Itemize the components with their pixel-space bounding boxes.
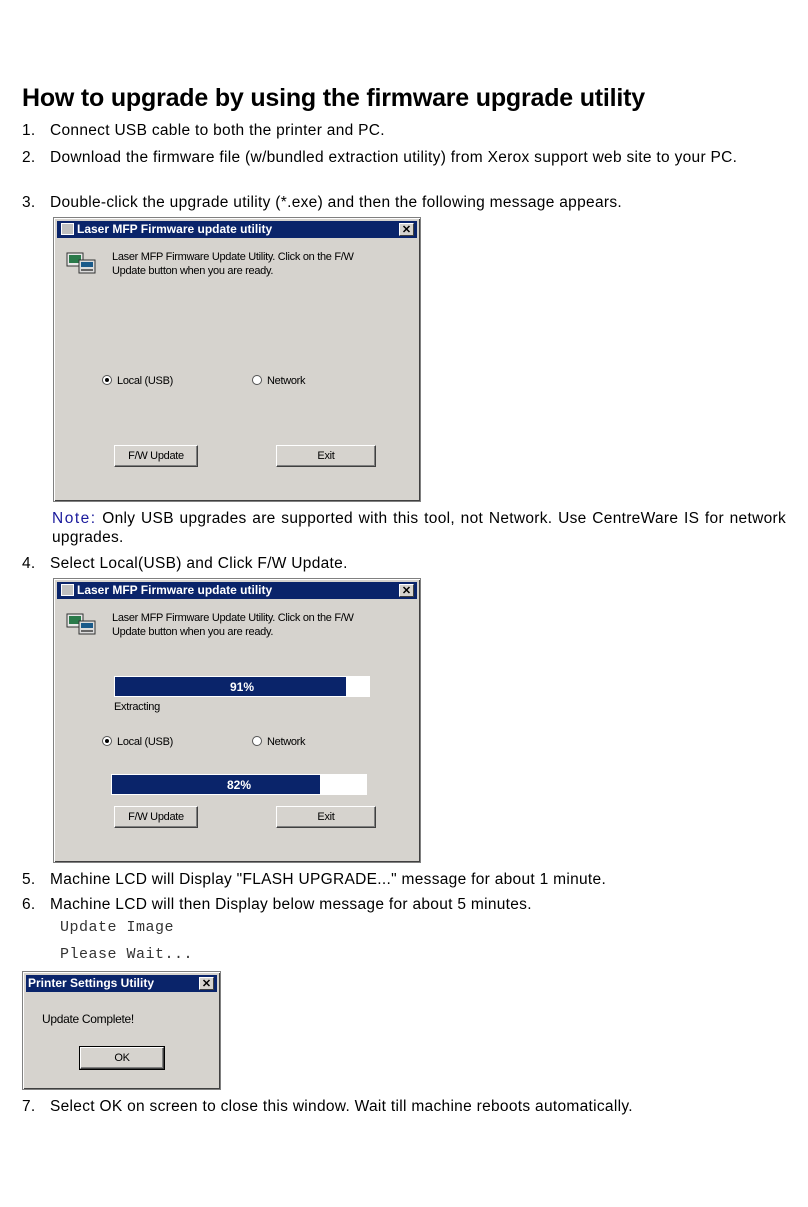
dialog-title: Printer Settings Utility [28, 976, 155, 990]
close-icon[interactable]: ✕ [399, 584, 414, 597]
dialog-title: Laser MFP Firmware update utility [77, 583, 273, 597]
radio-network[interactable] [252, 736, 305, 748]
close-icon[interactable]: ✕ [199, 977, 214, 990]
step-number: 1. [22, 122, 36, 139]
step-number: 5. [22, 871, 36, 888]
radio-empty-icon [252, 736, 262, 746]
radio-selected-icon [102, 736, 112, 746]
radio-local-label: Local (USB) [117, 736, 173, 748]
radio-empty-icon [252, 375, 262, 385]
update-progress-bar [111, 774, 367, 795]
note-label: Note: [52, 510, 97, 527]
printer-computer-icon [66, 250, 96, 276]
radio-network[interactable] [252, 375, 305, 387]
close-icon[interactable]: ✕ [399, 223, 414, 236]
update-complete-message: Update Complete! [42, 1012, 134, 1026]
step-number: 6. [22, 896, 36, 913]
radio-local-usb[interactable] [102, 736, 173, 748]
step-text: Machine LCD will Display "FLASH UPGRADE..." message for about 1 minute. [50, 871, 607, 888]
ok-button[interactable]: OK [80, 1047, 164, 1069]
step-number: 3. [22, 194, 36, 211]
radio-selected-icon [102, 375, 112, 385]
step-text: Machine LCD will then Display below message for about 5 minutes. [50, 896, 532, 913]
radio-local-label: Local (USB) [117, 375, 173, 387]
page-title: How to upgrade by using the firmware upgrade utility [22, 84, 645, 112]
progress-percent: 91% [229, 680, 255, 694]
dialog-titlebar [26, 975, 217, 992]
radio-local-usb[interactable] [102, 375, 173, 387]
dialog-message: Laser MFP Firmware Update Utility. Click on the F/W Update button when you are ready. [112, 612, 354, 638]
step-number: 4. [22, 555, 36, 572]
note-text: Only USB upgrades are supported with this tool, not Network. Use CentreWare IS for network upgrades. [52, 510, 786, 546]
radio-network-label: Network [267, 736, 306, 748]
extraction-progress-bar [114, 676, 370, 697]
step-text: Select Local(USB) and Click F/W Update. [50, 555, 348, 572]
app-window-icon [61, 223, 74, 235]
firmware-utility-progress-dialog [53, 578, 421, 863]
dialog-message: Laser MFP Firmware Update Utility. Click on the F/W Update button when you are ready. [112, 251, 354, 277]
dialog-titlebar [57, 221, 417, 238]
extracting-label: Extracting [114, 701, 160, 713]
printer-settings-dialog [22, 971, 221, 1090]
fw-update-button[interactable]: F/W Update [114, 806, 198, 828]
printer-computer-icon [66, 611, 96, 637]
step-text: Connect USB cable to both the printer and PC. [50, 122, 385, 139]
dialog-title: Laser MFP Firmware update utility [77, 222, 273, 236]
app-window-icon [61, 584, 74, 596]
step-number: 7. [22, 1098, 36, 1115]
lcd-line-2: Please Wait... [60, 946, 194, 963]
note-paragraph [52, 509, 786, 547]
exit-button[interactable]: Exit [276, 445, 376, 467]
firmware-utility-dialog [53, 217, 421, 502]
step-text: Double-click the upgrade utility (*.exe) and then the following message appears. [50, 194, 622, 211]
step-text: Download the firmware file (w/bundled extraction utility) from Xerox support web site to your PC. [50, 149, 738, 166]
exit-button[interactable]: Exit [276, 806, 376, 828]
dialog-titlebar [57, 582, 417, 599]
fw-update-button[interactable]: F/W Update [114, 445, 198, 467]
progress-percent: 82% [226, 778, 252, 792]
radio-network-label: Network [267, 375, 306, 387]
step-text: Select OK on screen to close this window. Wait till machine reboots automatically. [50, 1098, 633, 1115]
step-number: 2. [22, 149, 36, 166]
lcd-line-1: Update Image [60, 919, 175, 936]
